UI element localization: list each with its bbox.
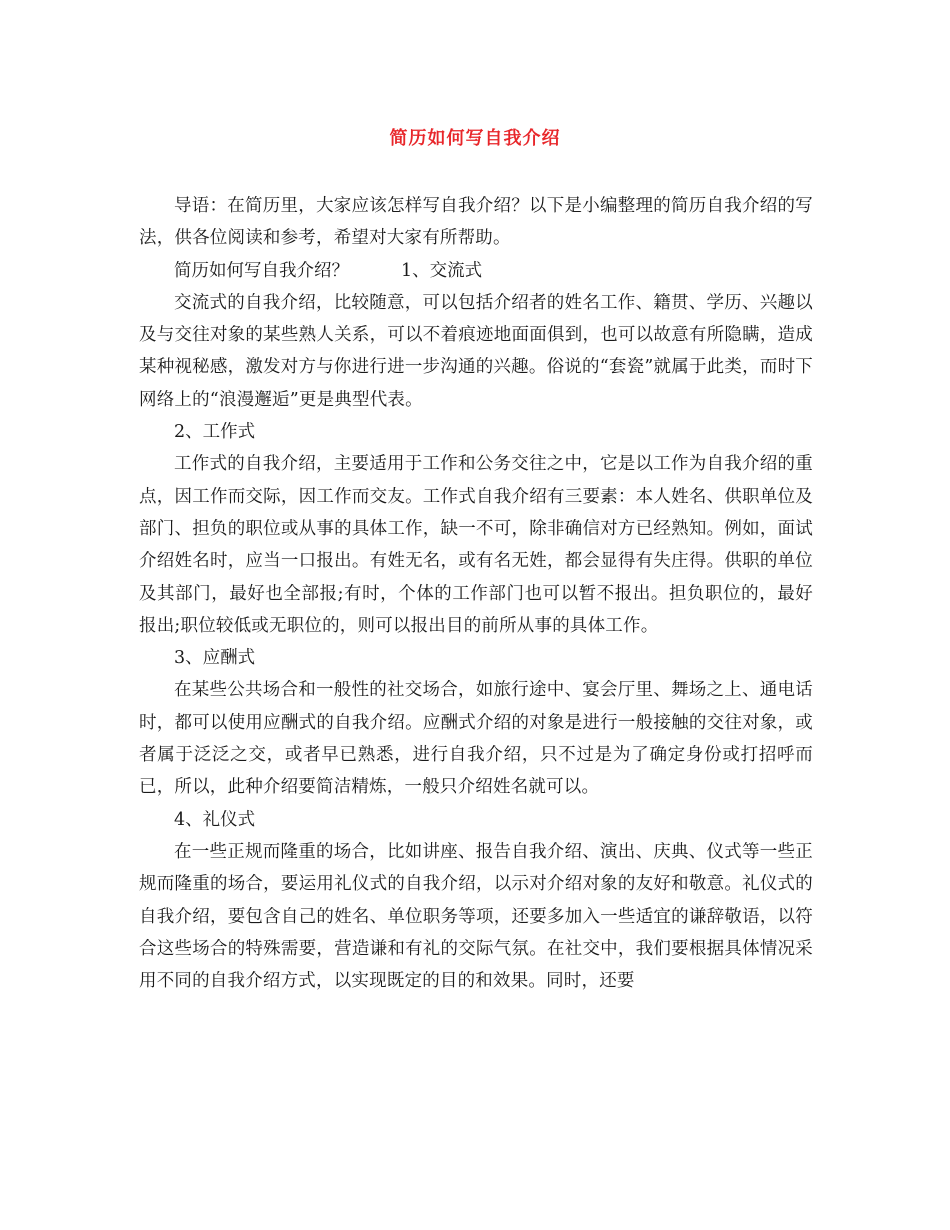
section-heading-4: 4、礼仪式 (174, 809, 256, 830)
document-body (139, 190, 813, 997)
document-title: 简历如何写自我介绍 (389, 128, 561, 149)
section-body-3: 在某些公共场合和一般性的社交场合，如旅行途中、宴会厅里、舞场之上、通电话时，都可以使用应酬式的自我介绍。应酬式介绍的对象是进行一般接触的交往对象，或者属于泛泛之交，或者早已熟悉，进行自我介绍，只不过是为了确定身份或打招呼而已，所以，此种介绍要简洁精炼，一般只介绍姓名就可以。 (139, 680, 813, 798)
section-heading-2: 2、工作式 (174, 422, 256, 443)
question-text: 简历如何写自我介绍？ (174, 260, 349, 281)
section-body-2: 工作式的自我介绍，主要适用于工作和公务交往之中，它是以工作为自我介绍的重点，因工作而交际，因工作而交友。工作式自我介绍有三要素：本人姓名、供职单位及部门、担负的职位或从事的具体工作，缺一不可，除非确信对方已经熟知。例如，面试介绍姓名时，应当一口报出。有姓无名，或有名无姓，都会显得有失庄得。供职的单位及其部门，最好也全部报;有时，个体的工作部门也可以暂不报出。担负职位的，最好报出;职位较低或无职位的，则可以报出目的前所从事的具体工作。 (139, 454, 813, 636)
question-line (139, 255, 813, 287)
section-heading-3: 3、应酬式 (174, 648, 256, 669)
section-body-4: 在一些正规而隆重的场合，比如讲座、报告自我介绍、演出、庆典、仪式等一些正规而隆重的场合，要运用礼仪式的自我介绍，以示对介绍对象的友好和敬意。礼仪式的自我介绍，要包含自己的姓名、单位职务等项，还要多加入一些适宜的谦辞敬语，以符合这些场合的特殊需要，营造谦和有礼的交际气氛。在社交中，我们要根据具体情况采用不同的自我介绍方式，以实现既定的目的和效果。同时，还要 (139, 841, 813, 992)
intro-paragraph: 导语：在简历里，大家应该怎样写自我介绍？以下是小编整理的简历自我介绍的写法，供各位阅读和参考，希望对大家有所帮助。 (139, 196, 813, 249)
section-body-1: 交流式的自我介绍，比较随意，可以包括介绍者的姓名工作、籍贯、学历、兴趣以及与交往对象的某些熟人关系，可以不着痕迹地面面俱到，也可以故意有所隐瞒，造成某种视秘感，激发对方与你进行进一步沟通的兴趣。俗说的“套瓷”就属于此类，而时下网络上的“浪漫邂逅”更是典型代表。 (139, 292, 813, 410)
section-heading-1: 1、交流式 (401, 260, 483, 281)
